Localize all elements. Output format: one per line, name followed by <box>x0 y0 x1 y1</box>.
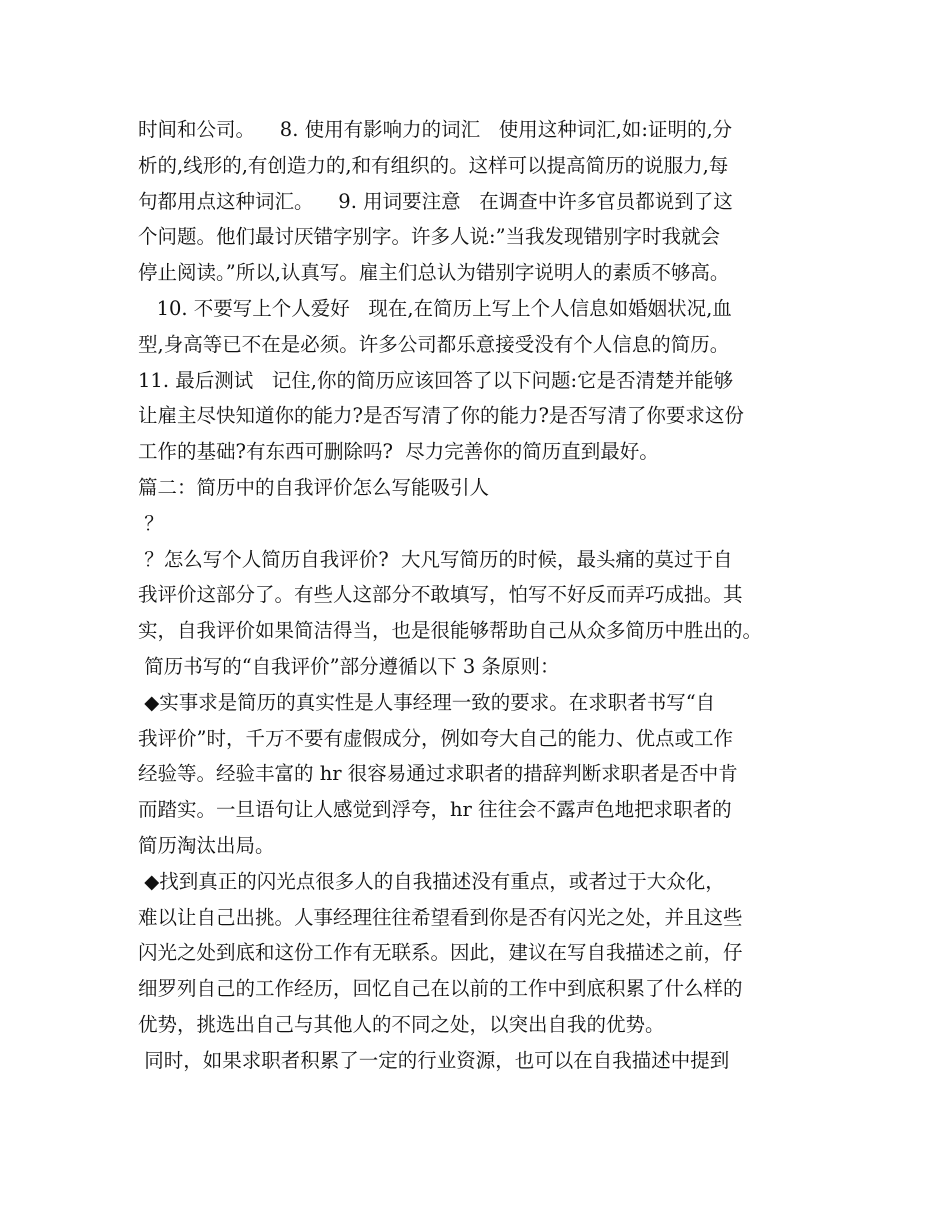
text-line: 时间和公司。 8. 使用有影响力的词汇 使用这种词汇,如:证明的,分 <box>138 118 733 141</box>
text-line: 停止阅读。”所以,认真写。雇主们总认为错别字说明人的素质不够高。 <box>138 261 730 285</box>
text-line: 11. 最后测试 记住,你的简历应该回答了以下问题:它是否清楚并能够 <box>138 368 734 392</box>
text-line: 优势，挑选出自己与其他人的不同之处，以突出自我的优势。 <box>138 1012 665 1036</box>
section-heading: 篇二：简历中的自我评价怎么写能吸引人 <box>138 475 490 499</box>
text-line: 工作的基础?有东西可删除吗? 尽力完善你的简历直到最好。 <box>138 440 659 464</box>
text-line: 难以让自己出挑。人事经理往往希望看到你是否有闪光之处，并且这些 <box>138 905 743 929</box>
text-line: 简历淘汰出局。 <box>138 833 275 857</box>
text-line: 我评价这部分了。有些人这部分不敢填写，怕写不好反而弄巧成拙。其 <box>138 583 743 607</box>
document-page <box>138 112 828 1079</box>
text-line: 10. 不要写上个人爱好 现在,在简历上写上个人信息如婚姻状况,血 <box>138 296 732 320</box>
text-line: 简历书写的“自我评价”部分遵循以下 3 条原则： <box>138 654 560 678</box>
text-line: 型,身高等已不在是必须。许多公司都乐意接受没有个人信息的简历。 <box>138 332 730 356</box>
text-line: 细罗列自己的工作经历，回忆自己在以前的工作中到底积累了什么样的 <box>138 977 743 1001</box>
text-line: 让雇主尽快知道你的能力?是否写清了你的能力?是否写清了你要求这份 <box>138 404 744 428</box>
text-line: 析的,线形的,有创造力的,和有组织的。这样可以提高简历的说服力,每 <box>138 153 729 177</box>
text-line: ◆找到真正的闪光点很多人的自我描述没有重点，或者过于大众化， <box>138 869 725 893</box>
text-line: 我评价”时，千万不要有虚假成分，例如夸大自己的能力、优点或工作 <box>138 726 733 750</box>
text-line: 实，自我评价如果简洁得当，也是很能够帮助自己从众多简历中胜出的。 <box>138 619 763 643</box>
text-line: ◆实事求是简历的真实性是人事经理一致的要求。在求职者书写“自 <box>138 690 716 714</box>
text-line: 句都用点这种词汇。 9. 用词要注意 在调查中许多官员都说到了这 <box>138 189 733 213</box>
text-line: 而踏实。一旦语句让人感觉到浮夸，hr 往往会不露声色地把求职者的 <box>138 798 732 822</box>
text-line: 同时，如果求职者积累了一定的行业资源，也可以在自我描述中提到 <box>138 1048 730 1072</box>
text-line: 经验等。经验丰富的 hr 很容易通过求职者的措辞判断求职者是否中肯 <box>138 762 738 786</box>
text-line: ？ <box>138 511 164 535</box>
text-line: ？怎么写个人简历自我评价? 大凡写简历的时候，最头痛的莫过于自 <box>138 547 733 571</box>
text-line: 个问题。他们最讨厌错字别字。许多人说:”当我发现错别字时我就会 <box>138 225 721 249</box>
text-line: 闪光之处到底和这份工作有无联系。因此，建议在写自我描述之前，仔 <box>138 941 743 965</box>
